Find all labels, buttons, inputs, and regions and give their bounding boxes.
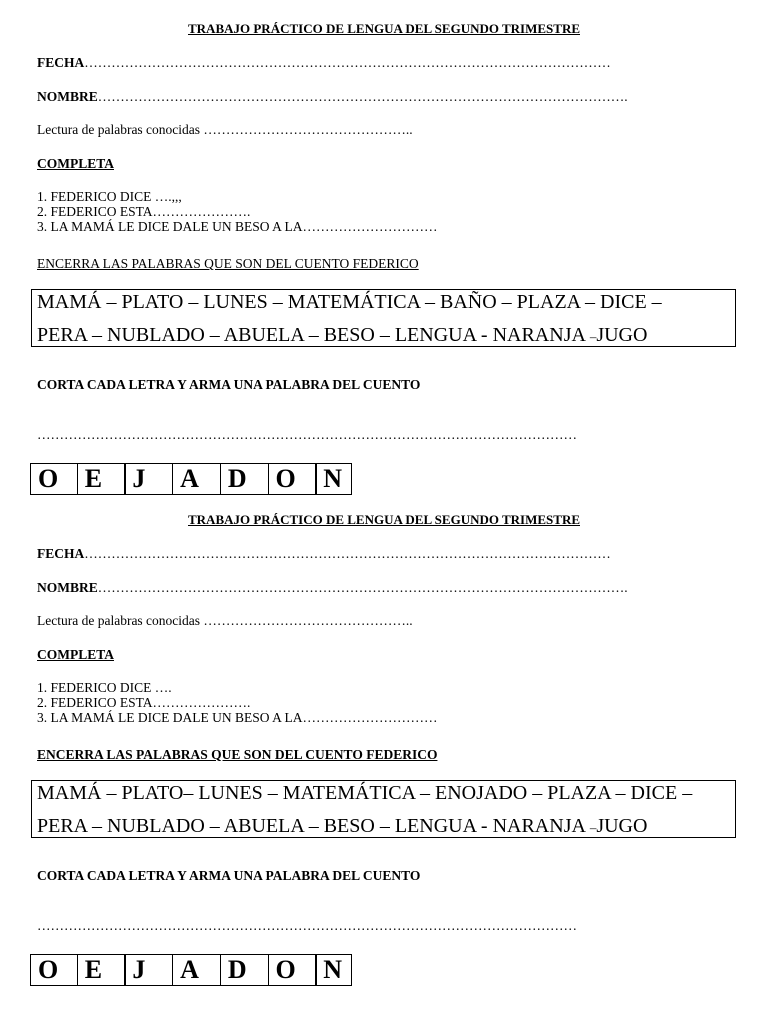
lectura-line: Lectura de palabras conocidas ……………………………………….. [37, 122, 413, 137]
corta-heading: CORTA CADA LETRA Y ARMA UNA PALABRA DEL CUENTO [37, 868, 421, 883]
letter-tile: N [315, 463, 352, 495]
fecha-label: FECHA [37, 55, 85, 70]
list-item: 3. LA MAMÁ LE DICE DALE UN BESO A LA………………………… [37, 219, 438, 234]
words-line-2-end: JUGO [596, 815, 648, 837]
letter-tile: J [124, 954, 173, 986]
letter-tile: N [315, 954, 352, 986]
page-title: TRABAJO PRÁCTICO DE LENGUA DEL SEGUNDO TRIMESTRE [188, 512, 580, 527]
letter-tile: O [268, 463, 317, 495]
nombre-field [37, 89, 628, 105]
answer-blank: ………………………………………………………………………………………………………… [37, 918, 577, 933]
completa-items [37, 680, 438, 725]
words-line-2 [37, 324, 647, 347]
completa-items [37, 189, 438, 234]
words-line-2-dash: – [589, 329, 597, 344]
list-item: 2. FEDERICO ESTA…………………. [37, 695, 251, 710]
letter-tile: E [77, 954, 126, 986]
words-line-2 [37, 815, 647, 838]
page-title: TRABAJO PRÁCTICO DE LENGUA DEL SEGUNDO TRIMESTRE [188, 21, 580, 36]
letter-tiles [30, 954, 351, 986]
fecha-field [37, 55, 611, 71]
letter-tile: J [124, 463, 173, 495]
words-line-1: MAMÁ – PLATO– LUNES – MATEMÁTICA – ENOJADO – PLAZA – DICE – [37, 782, 693, 804]
letter-tile: D [220, 954, 269, 986]
list-item: 1. FEDERICO DICE ….,,, [37, 189, 182, 204]
fecha-label: FECHA [37, 546, 85, 561]
nombre-field [37, 580, 628, 596]
completa-heading: COMPLETA [37, 156, 114, 171]
nombre-label: NOMBRE [37, 89, 98, 104]
letter-tile: A [172, 463, 221, 495]
list-item: 1. FEDERICO DICE …. [37, 680, 172, 695]
words-box [31, 780, 736, 838]
letter-tile: O [268, 954, 317, 986]
words-line-2-text: PERA – NUBLADO – ABUELA – BESO – LENGUA - NARANJA [37, 324, 590, 346]
words-box [31, 289, 736, 347]
letter-tile: A [172, 954, 221, 986]
words-line-2-text: PERA – NUBLADO – ABUELA – BESO – LENGUA - NARANJA [37, 815, 590, 837]
corta-heading: CORTA CADA LETRA Y ARMA UNA PALABRA DEL CUENTO [37, 377, 421, 392]
letter-tile: O [30, 463, 78, 495]
encerra-heading: ENCERRA LAS PALABRAS QUE SON DEL CUENTO FEDERICO [37, 747, 438, 762]
list-item: 3. LA MAMÁ LE DICE DALE UN BESO A LA………………………… [37, 710, 438, 725]
fecha-blank: ……………………………………………………………………………………………………… [84, 55, 611, 70]
letter-tile: O [30, 954, 78, 986]
completa-heading: COMPLETA [37, 647, 114, 662]
fecha-blank: ……………………………………………………………………………………………………… [84, 546, 611, 561]
letter-tile: E [77, 463, 126, 495]
answer-blank: ………………………………………………………………………………………………………… [37, 427, 577, 442]
letter-tiles [30, 463, 351, 495]
words-line-2-dash: – [589, 820, 597, 835]
letter-tile: D [220, 463, 269, 495]
nombre-blank: ………………………………………………………………………………………………………. [97, 580, 628, 595]
words-line-2-end: JUGO [596, 324, 648, 346]
nombre-blank: ………………………………………………………………………………………………………. [97, 89, 628, 104]
encerra-heading: ENCERRA LAS PALABRAS QUE SON DEL CUENTO FEDERICO [37, 256, 419, 271]
words-line-1: MAMÁ – PLATO – LUNES – MATEMÁTICA – BAÑO – PLAZA – DICE – [37, 291, 662, 313]
list-item: 2. FEDERICO ESTA…………………. [37, 204, 251, 219]
fecha-field [37, 546, 611, 562]
lectura-line: Lectura de palabras conocidas ……………………………………….. [37, 613, 413, 628]
nombre-label: NOMBRE [37, 580, 98, 595]
